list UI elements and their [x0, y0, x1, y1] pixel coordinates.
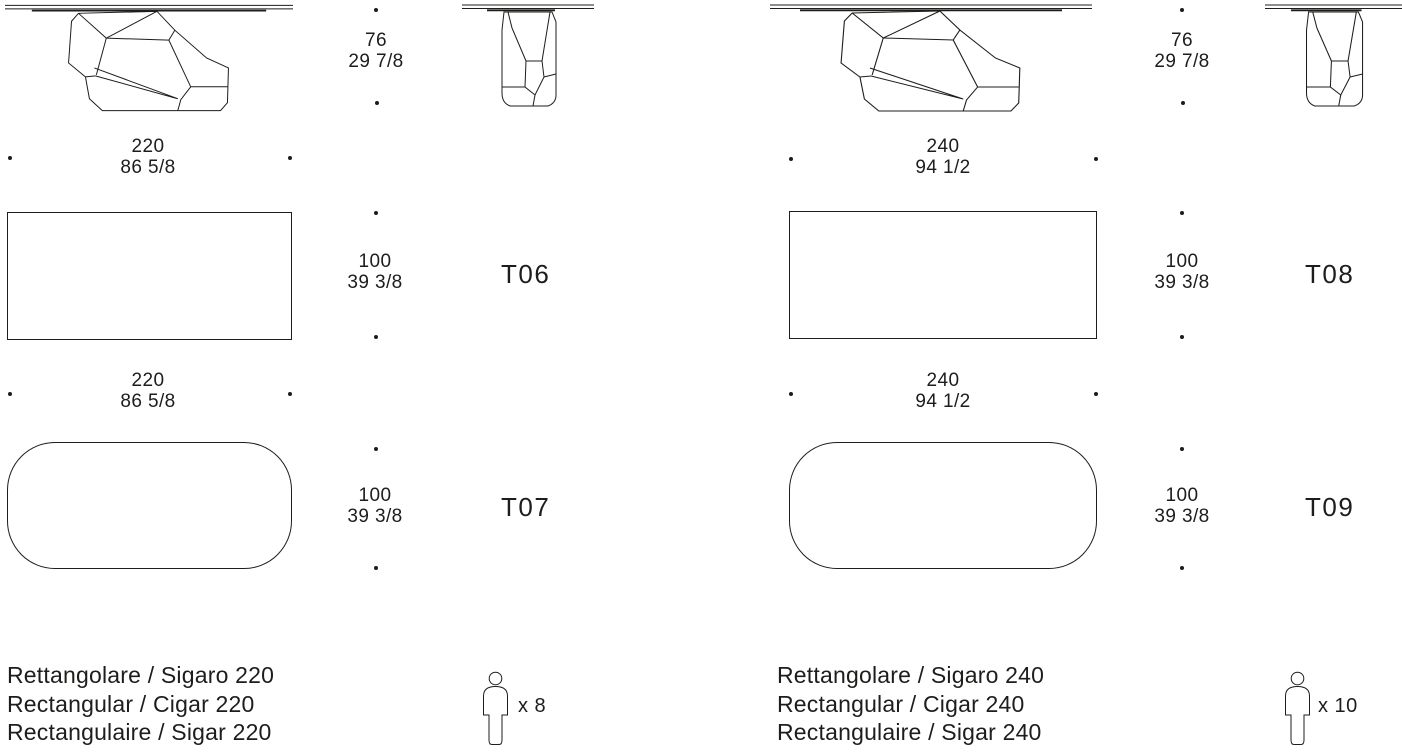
width-cm: 220 — [131, 370, 165, 391]
caption-line-en: Rectangular / Cigar 220 — [7, 690, 255, 717]
caption-line-fr: Rectangulaire / Sigar 220 — [7, 719, 272, 745]
dimension-dot — [1180, 335, 1184, 339]
dimension-dot — [374, 447, 378, 451]
width-dimension — [93, 137, 203, 178]
dimension-dot — [8, 392, 12, 396]
depth-cm: 100 — [1165, 485, 1199, 506]
caption-line-en: Rectangular / Cigar 240 — [777, 690, 1025, 717]
caption-line-fr: Rectangulaire / Sigar 240 — [777, 719, 1042, 745]
height-cm: 76 — [1171, 30, 1193, 51]
height-cm: 76 — [365, 30, 387, 51]
dimension-dot — [1180, 566, 1184, 570]
width-dimension — [888, 137, 998, 178]
depth-in: 39 3/8 — [1154, 505, 1210, 527]
person-icon — [481, 671, 511, 749]
width-cm: 220 — [131, 136, 165, 157]
seating-count: x 8 — [518, 695, 547, 717]
dimension-dot — [374, 8, 378, 12]
depth-dimension — [320, 252, 430, 293]
depth-dimension — [1127, 252, 1237, 293]
seating-count: x 10 — [1318, 695, 1358, 717]
dimension-dot — [789, 157, 793, 161]
side-elevation-drawing-240 — [1265, 3, 1402, 109]
front-elevation-drawing-240 — [770, 3, 1092, 113]
depth-in: 39 3/8 — [1154, 271, 1210, 293]
depth-dimension — [320, 486, 430, 527]
depth-cm: 100 — [1165, 251, 1199, 272]
product-code: T08 — [1305, 259, 1355, 289]
width-cm: 240 — [926, 370, 960, 391]
width-cm: 240 — [926, 136, 960, 157]
dimension-dot — [375, 101, 379, 105]
depth-cm: 100 — [358, 485, 392, 506]
dimension-dot — [1094, 392, 1098, 396]
width-in: 86 5/8 — [120, 156, 176, 178]
dimension-dot — [1180, 447, 1184, 451]
height-dimension — [1127, 31, 1237, 72]
person-icon — [1283, 671, 1313, 749]
width-in: 86 5/8 — [120, 390, 176, 412]
depth-in: 39 3/8 — [347, 271, 403, 293]
caption-line-it: Rettangolare / Sigaro 220 — [7, 662, 275, 688]
dimension-dot — [288, 156, 292, 160]
rounded-tabletop-outline-240 — [789, 442, 1097, 569]
depth-dimension — [1127, 486, 1237, 527]
dimension-dot — [288, 392, 292, 396]
product-caption — [7, 661, 274, 747]
product-code: T06 — [501, 259, 551, 289]
dimension-dot — [374, 566, 378, 570]
height-in: 29 7/8 — [348, 50, 404, 72]
dimension-dot — [1181, 101, 1185, 105]
dimension-dot — [1094, 157, 1098, 161]
rounded-tabletop-outline-220 — [7, 442, 292, 569]
dimension-dot — [8, 156, 12, 160]
width-dimension — [888, 371, 998, 412]
rect-tabletop-outline-240 — [789, 211, 1097, 339]
caption-line-it: Rettangolare / Sigaro 240 — [777, 662, 1045, 688]
side-elevation-drawing-220 — [462, 3, 594, 109]
height-dimension — [321, 31, 431, 72]
dimension-dot — [374, 335, 378, 339]
depth-in: 39 3/8 — [347, 505, 403, 527]
front-elevation-drawing-220 — [5, 3, 293, 113]
depth-cm: 100 — [358, 251, 392, 272]
width-in: 94 1/2 — [915, 390, 971, 412]
dimension-dot — [374, 211, 378, 215]
dimension-dot — [1180, 8, 1184, 12]
product-caption — [777, 661, 1044, 747]
product-code: T07 — [501, 492, 551, 522]
dimension-dot — [1180, 211, 1184, 215]
dimension-dot — [789, 392, 793, 396]
height-in: 29 7/8 — [1154, 50, 1210, 72]
product-code: T09 — [1305, 492, 1355, 522]
rect-tabletop-outline-220 — [7, 212, 292, 340]
width-dimension — [93, 371, 203, 412]
width-in: 94 1/2 — [915, 156, 971, 178]
